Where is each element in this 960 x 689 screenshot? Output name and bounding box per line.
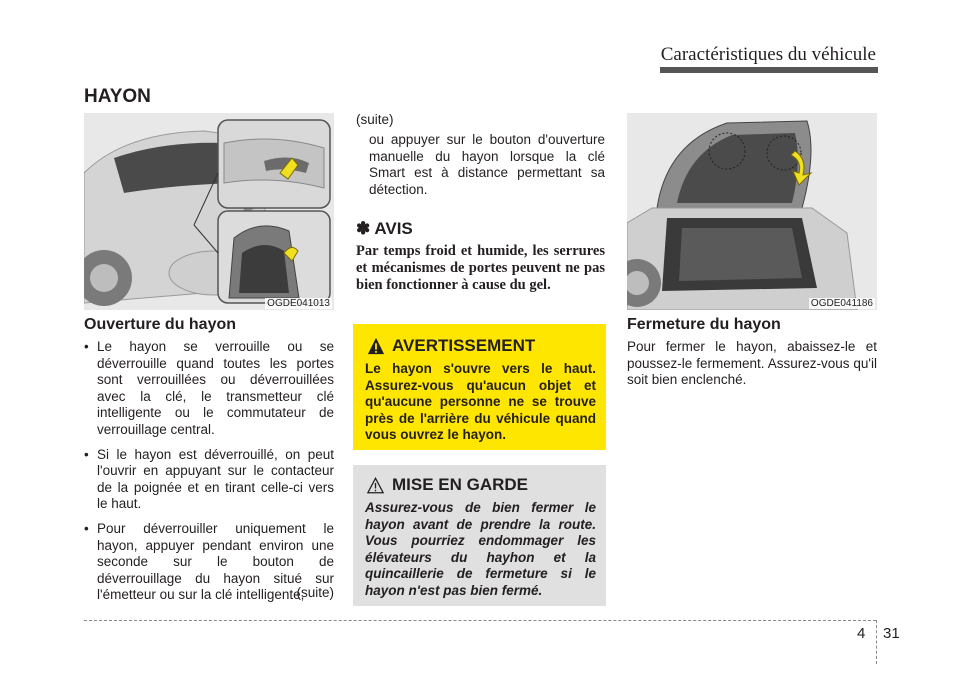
notice-text: Par temps froid et humide, les serrures et mécanismes de portes peuvent ne pas bien fonctionner à cause du gel. xyxy=(356,243,605,293)
chapter-number: 4 xyxy=(857,625,866,642)
tailgate-opening-drawing xyxy=(84,113,334,310)
continued-label: (suite) xyxy=(296,585,334,600)
caution-triangle-icon xyxy=(367,477,384,494)
warning-text: Le hayon s'ouvre vers le haut. Assurez-vous qu'aucun objet et qu'aucune personne ne se trouve près de l'arrière du véhicule quand vous ouvrez le hayon. xyxy=(365,361,596,443)
warning-title: AVERTISSEMENT xyxy=(392,336,536,355)
opening-bullet-list xyxy=(84,339,334,612)
continuation-label: (suite) xyxy=(356,112,394,127)
header-rule xyxy=(660,67,878,73)
section-title: HAYON xyxy=(84,86,151,107)
warning-triangle-icon xyxy=(367,337,385,355)
figure-code-right: OGDE041186 xyxy=(810,298,873,309)
opening-bullet: • Si le hayon est déverrouillé, on peut l'ouvrir en appuyant sur le contacteur de la poignée et en tirant celle-ci vers le haut. xyxy=(84,447,334,513)
page-number: 31 xyxy=(883,625,900,642)
tailgate-opening-illustration xyxy=(84,113,334,310)
closing-text: Pour fermer le hayon, abaissez-le et poussez-le fermement. Assurez-vous qu'il soit bien enclenché. xyxy=(627,339,877,388)
opening-bullet: • Le hayon se verrouille ou se déverrouille quand toutes les portes sont verrouillées ou déverrouillées avec la clé, le transmetteur clé intelligente ou le commutateur de verrouillage central. xyxy=(84,339,334,439)
warning-title-row xyxy=(367,336,596,356)
tailgate-closing-drawing xyxy=(627,113,877,310)
notice-title: ✽ AVIS xyxy=(356,219,413,238)
tailgate-closing-illustration xyxy=(627,113,877,310)
warning-box xyxy=(353,324,606,450)
caution-title-row xyxy=(367,475,596,495)
continuation-text: ou appuyer sur le bouton d'ouverture manuelle du hayon lorsque la clé Smart est à distance permettant sa détection. xyxy=(369,132,605,197)
caution-title: MISE EN GARDE xyxy=(392,475,529,494)
closing-heading: Fermeture du hayon xyxy=(627,316,781,333)
caution-text: Assurez-vous de bien fermer le hayon avant de prendre la route. Vous pourriez endommager les élévateurs du hayhon et la quincaillerie de fermeture si le hayon n'est pas bien fermé. xyxy=(365,500,596,598)
page-number-divider xyxy=(876,620,877,664)
caution-box xyxy=(353,465,606,606)
chapter-title: Caractéristiques du véhicule xyxy=(660,44,876,65)
figure-code-left: OGDE041013 xyxy=(267,298,330,309)
footer-rule xyxy=(84,620,876,621)
opening-bullet: • Pour déverrouiller uniquement le hayon, appuyer pendant environ une seconde sur le bouton de déverrouillage du hayon situé sur l'émetteur ou sur la clé intelligente, xyxy=(84,521,334,604)
opening-heading: Ouverture du hayon xyxy=(84,316,237,333)
